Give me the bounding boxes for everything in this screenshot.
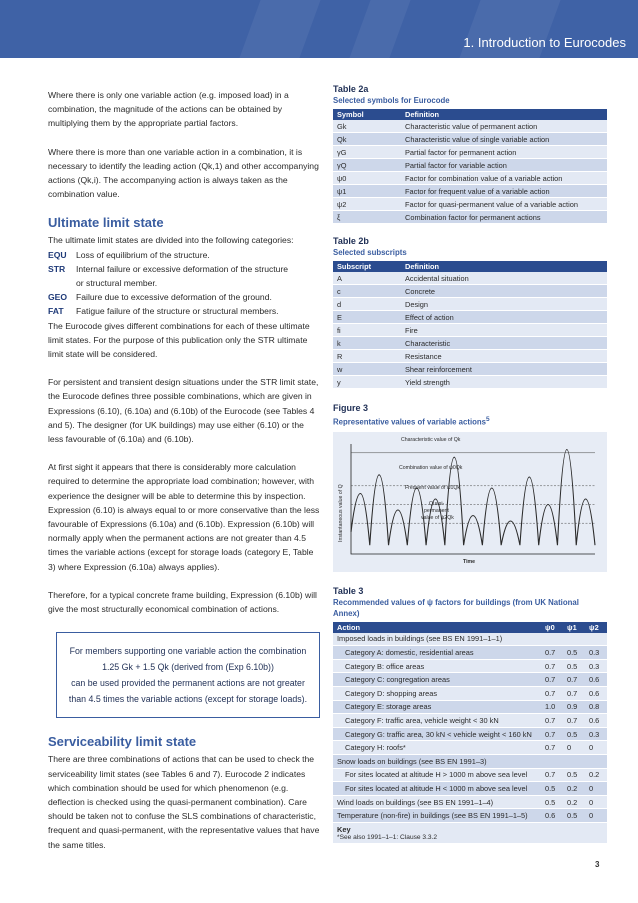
- table-3-label: Table 3: [333, 585, 364, 596]
- callout-line: 1.25 Gk + 1.5 Qk (derived from (Exp 6.10b)): [102, 662, 274, 673]
- table-row: [333, 741, 607, 755]
- action-cell: Category B: office areas: [333, 659, 541, 673]
- psi0-cell: 0.7: [541, 741, 563, 755]
- callout-box: [56, 632, 320, 718]
- symbol-cell: ξ: [333, 211, 401, 224]
- table-row: [333, 120, 607, 133]
- psi0-cell: [541, 754, 563, 768]
- table-row: [333, 337, 607, 350]
- paragraph: At first sight it appears that there is considerably more calculation required to determine the appropriate load combination; however, with experience the designer will be able to determine this by inspection. Expression (6.10) is always equal to or more conservative than the less favourable of Expressions (6.10a) and (6.10b). Expression (6.10b) will normally apply when the permanent actions are not greater than 4.5 times the variable actions (except for storage loads (category E, Table 3) where Expression (6.10a) always applies).: [48, 462, 320, 572]
- action-cell: Imposed loads in buildings (see BS EN 1991–1–1): [333, 633, 541, 646]
- definition-row: [48, 262, 320, 276]
- paragraph: Therefore, for a typical concrete frame building, Expression (6.10b) will give the most structurally economical combination of actions.: [48, 589, 317, 615]
- table-3-subtitle: Recommended values of ψ factors for buildings (from UK National Annex): [333, 597, 579, 618]
- subscript-cell: R: [333, 350, 401, 363]
- action-cell: Temperature (non-fire) in buildings (see BS EN 1991–1–5): [333, 809, 541, 823]
- psi0-cell: 0.7: [541, 659, 563, 673]
- table-2a-label: Table 2a: [333, 84, 369, 94]
- table-3-key: [333, 823, 607, 843]
- psi2-cell: [585, 754, 607, 768]
- quasi-label-2: permanent: [424, 507, 449, 514]
- figure-3-subtitle-text: Representative values of variable actions: [333, 417, 486, 427]
- definition-cell: Shear reinforcement: [401, 363, 607, 376]
- subscript-cell: k: [333, 337, 401, 350]
- paragraph: The Eurocode gives different combinations for each of these ultimate limit states. For the purpose of this publication only the STR ultimate limit state will be considered.: [48, 320, 310, 360]
- psi2-cell: 0.8: [585, 700, 607, 714]
- action-cell: Snow loads on buildings (see BS EN 1991–3): [333, 754, 541, 768]
- table-row: [333, 146, 607, 159]
- definition-cell: Accidental situation: [401, 272, 607, 285]
- psi0-cell: 0.7: [541, 673, 563, 687]
- definition-cell: Fire: [401, 324, 607, 337]
- table-row: [333, 686, 607, 700]
- definition-cell: Design: [401, 298, 607, 311]
- table-row: [333, 159, 607, 172]
- table-row: [333, 324, 607, 337]
- y-axis-label: Instantaneous value of Q: [338, 483, 344, 542]
- symbol-cell: γG: [333, 146, 401, 159]
- table-group-row: [333, 754, 607, 768]
- psi1-cell: [563, 754, 585, 768]
- definition-text: or structural member.: [76, 278, 158, 289]
- psi2-cell: 0.6: [585, 714, 607, 728]
- table-row: [333, 727, 607, 741]
- definition-row: [48, 290, 320, 304]
- subscript-cell: w: [333, 363, 401, 376]
- psi0-cell: 1.0: [541, 700, 563, 714]
- action-cell: Category G: traffic area, 30 kN < vehicle weight < 160 kN: [333, 727, 541, 741]
- column-header: Subscript: [333, 261, 401, 272]
- psi0-cell: 0.5: [541, 782, 563, 796]
- action-cell: Category H: roofs*: [333, 741, 541, 755]
- psi0-cell: 0.6: [541, 809, 563, 823]
- definition-cell: Partial factor for variable action: [401, 159, 607, 172]
- psi2-cell: 0.3: [585, 646, 607, 660]
- table-row: [333, 768, 607, 782]
- subscript-cell: E: [333, 311, 401, 324]
- quasi-label-3: value of ψ2Qk: [421, 514, 454, 521]
- heading-sls: Serviceability limit state: [48, 734, 197, 750]
- table-row: [333, 700, 607, 714]
- table-row: [333, 311, 607, 324]
- table-group-row: [333, 633, 607, 646]
- psi2-cell: 0.3: [585, 727, 607, 741]
- subscript-cell: y: [333, 376, 401, 389]
- table-row: [333, 376, 607, 389]
- action-cell: Category A: domestic, residential areas: [333, 646, 541, 660]
- psi1-cell: 0.7: [563, 686, 585, 700]
- definition-cell: Partial factor for permanent action: [401, 146, 607, 159]
- table-2a-subtitle: Selected symbols for Eurocode: [333, 96, 450, 105]
- symbol-cell: ψ0: [333, 172, 401, 185]
- definition-cell: Yield strength: [401, 376, 607, 389]
- action-cell: Category D: shopping areas: [333, 686, 541, 700]
- key-label: Key: [337, 824, 351, 834]
- column-header: Symbol: [333, 109, 401, 120]
- definition-text: Fatigue failure of the structure or structural members.: [76, 306, 279, 317]
- psi0-cell: 0.7: [541, 646, 563, 660]
- paragraph: For persistent and transient design situations under the STR limit state, the Eurocode defines three possible combinations, which are given in Expressions (6.10), (6.10a) and (6.10b) of the Eurocode (see Tables 4 and 5). The designer (for UK buildings) may use either (6.10) or the less favourable of (6.10a) and (6.10b).: [48, 377, 319, 445]
- subscript-cell: c: [333, 285, 401, 298]
- definition-text: Internal failure or excessive deformation of the structure: [76, 263, 289, 274]
- x-axis-label: Time: [463, 558, 476, 565]
- key-note: *See also 1991–1–1: Clause 3.3.2: [337, 833, 438, 841]
- psi2-cell: 0: [585, 795, 607, 809]
- psi2-cell: 0.6: [585, 673, 607, 687]
- symbol-cell: Qk: [333, 133, 401, 146]
- psi0-cell: 0.7: [541, 727, 563, 741]
- definition-cell: Factor for combination value of a variable action: [401, 172, 607, 185]
- table-2b-subtitle: Selected subscripts: [333, 248, 407, 257]
- definition-cell: Factor for quasi-permanent value of a variable action: [401, 198, 607, 211]
- definition-abbr: STR: [48, 263, 66, 274]
- table-row: [333, 673, 607, 687]
- definition-cell: Characteristic value of single variable action: [401, 133, 607, 146]
- action-cell: Category E: storage areas: [333, 700, 541, 714]
- action-cell: Category C: congregation areas: [333, 673, 541, 687]
- table-2b: [333, 261, 607, 389]
- symbol-cell: Gk: [333, 120, 401, 133]
- psi1-cell: 0.5: [563, 727, 585, 741]
- table-row: [333, 185, 607, 198]
- figure-3-label: Figure 3: [333, 403, 369, 413]
- definition-cell: Resistance: [401, 350, 607, 363]
- subscript-cell: d: [333, 298, 401, 311]
- action-cell: For sites located at altitude H > 1000 m above sea level: [333, 768, 541, 782]
- table-group-row: [333, 809, 607, 823]
- quasi-label-1: Quasi-: [429, 500, 445, 507]
- paragraph: Where there is more than one variable action in a combination, it is necessary to identify the leading action (Qk,1) and other accompanying actions (Qk,i). The accompanying action is always taken as the combination value.: [48, 146, 319, 200]
- psi2-cell: 0.3: [585, 659, 607, 673]
- symbol-cell: ψ2: [333, 198, 401, 211]
- definition-cell: Characteristic: [401, 337, 607, 350]
- chapter-title: 1. Introduction to Eurocodes: [463, 35, 626, 50]
- psi2-cell: 0.2: [585, 768, 607, 782]
- psi1-cell: 0.5: [563, 768, 585, 782]
- paragraph: The ultimate limit states are divided into the following categories:: [48, 235, 294, 246]
- table-row: [333, 172, 607, 185]
- load-curve: [351, 449, 595, 545]
- callout-line: For members supporting one variable action the combination: [69, 646, 307, 657]
- table-row: [333, 659, 607, 673]
- table-row: [333, 272, 607, 285]
- definition-text: Failure due to excessive deformation of the ground.: [76, 292, 272, 303]
- definition-row: [48, 248, 320, 262]
- psi1-cell: 0.2: [563, 782, 585, 796]
- callout-line: than 4.5 times the variable actions (except for storage loads).: [68, 694, 308, 705]
- psi0-cell: 0.7: [541, 714, 563, 728]
- figure-3-diagram: [333, 432, 607, 572]
- column-header: ψ1: [563, 622, 585, 633]
- psi1-cell: [563, 633, 585, 646]
- definition-cell: Concrete: [401, 285, 607, 298]
- definition-abbr: FAT: [48, 306, 64, 317]
- page-number: 3: [595, 860, 600, 869]
- subscript-cell: A: [333, 272, 401, 285]
- table-row: [333, 198, 607, 211]
- table-row: [333, 646, 607, 660]
- table-row: [333, 133, 607, 146]
- psi1-cell: 0.2: [563, 795, 585, 809]
- definition-text: Loss of equilibrium of the structure.: [76, 249, 210, 260]
- definition-abbr: GEO: [48, 292, 68, 303]
- column-header: ψ2: [585, 622, 607, 633]
- psi2-cell: 0: [585, 809, 607, 823]
- table-row: [333, 285, 607, 298]
- paragraph: There are three combinations of actions that can be used to check the serviceability limit states (see Tables 6 and 7). Eurocode 2 indicates which combination should be used for which phenomenon (e.g. deflection is checked using the quasi-permanent combination). Care should be taken not to confuse the SLS combinations of characteristic, frequent and quasi-permanent, with the representative values that have the same titles.: [48, 754, 320, 850]
- psi1-cell: 0.7: [563, 714, 585, 728]
- psi1-cell: 0: [563, 741, 585, 755]
- definition-cell: Effect of action: [401, 311, 607, 324]
- table-row: [333, 298, 607, 311]
- footnote-mark: 5: [485, 416, 490, 423]
- table-row: [333, 350, 607, 363]
- subscript-cell: fi: [333, 324, 401, 337]
- column-header: Action: [333, 622, 541, 633]
- right-column: [333, 84, 607, 843]
- psi0-cell: [541, 633, 563, 646]
- psi1-cell: 0.5: [563, 659, 585, 673]
- figure-3-subtitle: [333, 414, 607, 428]
- column-header: Definition: [401, 109, 607, 120]
- definition-row: [48, 276, 320, 290]
- definition-abbr: EQU: [48, 249, 67, 260]
- psi1-cell: 0.5: [563, 646, 585, 660]
- figure-3: [333, 432, 607, 572]
- psi1-cell: 0.7: [563, 673, 585, 687]
- psi0-cell: 0.5: [541, 795, 563, 809]
- page-header: [0, 0, 638, 58]
- symbol-cell: ψ1: [333, 185, 401, 198]
- psi1-cell: 0.9: [563, 700, 585, 714]
- psi0-cell: 0.7: [541, 768, 563, 782]
- column-header: ψ0: [541, 622, 563, 633]
- psi2-cell: 0: [585, 782, 607, 796]
- action-cell: For sites located at altitude H < 1000 m above sea level: [333, 782, 541, 796]
- psi0-cell: 0.7: [541, 686, 563, 700]
- table-2b-label: Table 2b: [333, 236, 369, 246]
- psi2-cell: 0.6: [585, 686, 607, 700]
- callout-line: can be used provided the permanent actions are not greater: [71, 678, 305, 689]
- table-row: [333, 211, 607, 224]
- frequent-label: Frequent value of ψ1Qk: [405, 484, 461, 491]
- definition-cell: Characteristic value of permanent action: [401, 120, 607, 133]
- action-cell: Wind loads on buildings (see BS EN 1991–1–4): [333, 795, 541, 809]
- column-header: Definition: [401, 261, 607, 272]
- table-row: [333, 363, 607, 376]
- definition-row: [48, 304, 320, 318]
- psi1-cell: 0.5: [563, 809, 585, 823]
- heading-uls: Ultimate limit state: [48, 215, 164, 231]
- psi2-cell: 0: [585, 741, 607, 755]
- paragraph: Where there is only one variable action (e.g. imposed load) in a combination, the magnitude of the actions can be obtained by multiplying them by the appropriate partial factors.: [48, 90, 289, 129]
- table-3: [333, 622, 607, 823]
- table-row: [333, 782, 607, 796]
- definition-cell: Factor for frequent value of a variable action: [401, 185, 607, 198]
- definition-cell: Combination factor for permanent actions: [401, 211, 607, 224]
- action-cell: Category F: traffic area, vehicle weight < 30 kN: [333, 714, 541, 728]
- table-2a: [333, 109, 607, 224]
- combination-label: Combination value of ψ0Qk: [399, 464, 463, 471]
- characteristic-label: Characteristic value of Qk: [401, 436, 461, 443]
- psi2-cell: [585, 633, 607, 646]
- table-row: [333, 714, 607, 728]
- left-column: [48, 88, 320, 852]
- symbol-cell: γQ: [333, 159, 401, 172]
- table-group-row: [333, 795, 607, 809]
